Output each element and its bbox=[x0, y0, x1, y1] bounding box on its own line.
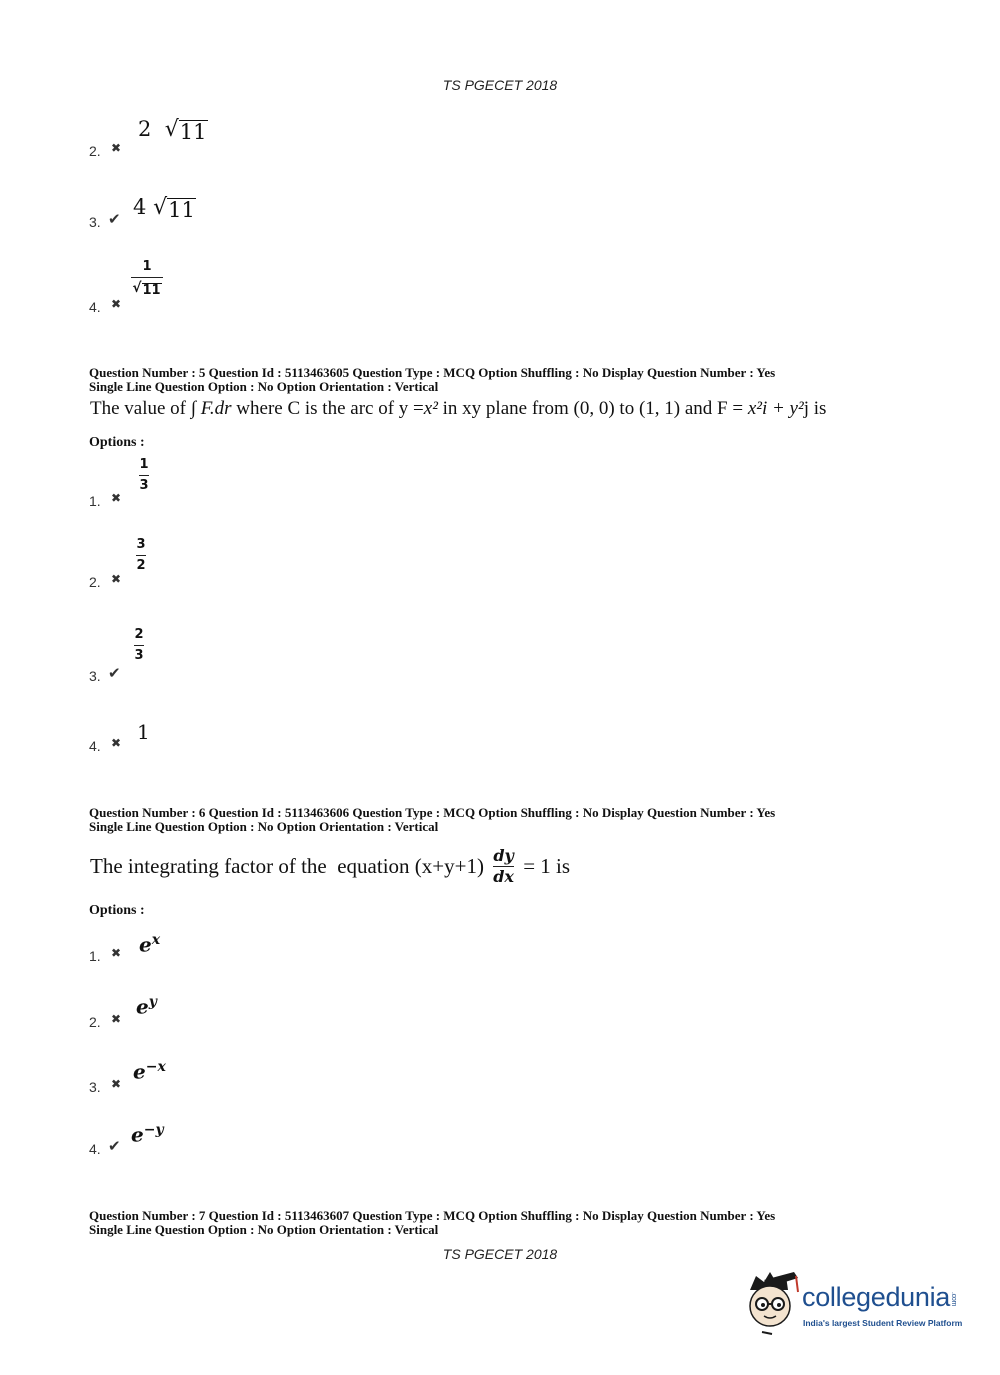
question-7-meta bbox=[89, 1209, 775, 1237]
sqrt: √ 11 bbox=[164, 117, 207, 144]
option-value bbox=[136, 994, 157, 1019]
q-text: where C is the arc of y = bbox=[231, 398, 424, 419]
wrong-icon: ✖ bbox=[111, 1012, 122, 1026]
option-value bbox=[133, 195, 196, 222]
option-value bbox=[139, 932, 160, 957]
mascot-icon bbox=[742, 1268, 802, 1338]
q5-option-2 bbox=[89, 536, 189, 592]
option-value bbox=[133, 1059, 166, 1084]
option-number: 2. bbox=[89, 1014, 101, 1030]
q-math: x² bbox=[423, 398, 438, 419]
radicand: 11 bbox=[142, 282, 161, 298]
question-6-meta bbox=[89, 806, 775, 834]
wrong-icon: ✖ bbox=[111, 1077, 122, 1091]
coefficient: 2 bbox=[138, 117, 152, 141]
wrong-icon: ✖ bbox=[111, 946, 122, 960]
q-math: F.dr bbox=[200, 398, 232, 419]
wrong-icon: ✖ bbox=[111, 736, 122, 750]
logo-wordmark bbox=[802, 1282, 957, 1313]
base: e bbox=[139, 932, 152, 957]
wrong-icon: ✖ bbox=[111, 572, 122, 586]
correct-icon: ✔ bbox=[108, 1137, 121, 1155]
prev-option-4 bbox=[89, 260, 289, 318]
q-text: The integrating factor of the equation (x+y+1) bbox=[90, 853, 490, 878]
meta-line-1: Question Number : 5 Question Id : 5113463605 Question Type : MCQ Option Shuffling : No Display Question Number : Yes bbox=[89, 365, 776, 380]
wrong-icon: ✖ bbox=[111, 141, 122, 155]
options-label: Options : bbox=[89, 903, 145, 918]
wrong-icon: ✖ bbox=[111, 297, 122, 311]
meta-line-2: Single Line Question Option : No Option Orientation : Vertical bbox=[89, 379, 439, 394]
wrong-icon: ✖ bbox=[111, 491, 122, 505]
option-number: 4. bbox=[89, 738, 101, 754]
numerator: 1 bbox=[142, 259, 152, 274]
option-number: 2. bbox=[89, 574, 101, 590]
meta-line-1: Question Number : 7 Question Id : 5113463607 Question Type : MCQ Option Shuffling : No Display Question Number : Yes bbox=[89, 1208, 776, 1223]
option-number: 3. bbox=[89, 1079, 101, 1095]
base: e bbox=[133, 1059, 146, 1084]
option-value bbox=[131, 1122, 164, 1147]
denominator: 2 bbox=[136, 558, 146, 573]
fraction bbox=[136, 538, 146, 573]
q-text: = 1 is bbox=[517, 853, 571, 878]
base: e bbox=[136, 994, 149, 1019]
fraction bbox=[131, 260, 163, 298]
q-math: x²i + y² bbox=[747, 398, 804, 419]
option-number: 4. bbox=[89, 1141, 101, 1157]
q6-option-2 bbox=[89, 992, 209, 1032]
radicand: 11 bbox=[179, 119, 207, 144]
q6-option-4 bbox=[89, 1122, 209, 1162]
question-5-text bbox=[90, 398, 826, 420]
base: e bbox=[131, 1122, 144, 1147]
exponent: −x bbox=[145, 1059, 166, 1075]
q6-option-3 bbox=[89, 1055, 209, 1095]
sqrt: √ 11 bbox=[132, 280, 161, 298]
q-text: in xy plane from (0, 0) to (1, 1) and F = bbox=[437, 398, 748, 419]
options-label: Options : bbox=[89, 435, 145, 450]
integral-sign: ∫ bbox=[190, 398, 196, 419]
derivative-fraction bbox=[493, 845, 514, 886]
meta-line-2: Single Line Question Option : No Option Orientation : Vertical bbox=[89, 1222, 439, 1237]
option-number: 1. bbox=[89, 493, 101, 509]
q5-option-4 bbox=[89, 720, 189, 760]
exponent: x bbox=[151, 932, 161, 948]
numerator: dy bbox=[493, 845, 514, 865]
logo-suffix: .com bbox=[950, 1291, 958, 1306]
correct-icon: ✔ bbox=[108, 210, 121, 228]
q5-option-3 bbox=[89, 626, 189, 686]
page-header: TS PGECET 2018 bbox=[442, 77, 558, 93]
logo-name: collegedunia bbox=[802, 1282, 951, 1312]
option-value bbox=[138, 117, 208, 144]
q-text: The value of bbox=[90, 398, 191, 419]
collegedunia-logo bbox=[742, 1268, 972, 1338]
denominator: 3 bbox=[134, 648, 144, 663]
numerator: 1 bbox=[139, 457, 149, 472]
option-number: 3. bbox=[89, 668, 101, 684]
prev-option-3 bbox=[89, 195, 289, 235]
denominator: 3 bbox=[139, 478, 149, 493]
exponent: y bbox=[148, 994, 157, 1010]
radicand: 11 bbox=[168, 197, 195, 222]
option-number: 2. bbox=[89, 143, 101, 159]
option-number: 3. bbox=[89, 214, 101, 230]
prev-option-2 bbox=[89, 117, 289, 162]
option-value: 1 bbox=[137, 720, 150, 744]
logo-tagline: India's largest Student Review Platform bbox=[803, 1318, 963, 1328]
numerator: 3 bbox=[136, 537, 146, 552]
meta-line-1: Question Number : 6 Question Id : 5113463606 Question Type : MCQ Option Shuffling : No Display Question Number : Yes bbox=[89, 805, 776, 820]
q5-option-1 bbox=[89, 456, 189, 512]
option-number: 4. bbox=[89, 299, 101, 315]
fraction bbox=[134, 628, 144, 663]
page-footer: TS PGECET 2018 bbox=[442, 1246, 558, 1262]
coefficient: 4 bbox=[133, 195, 147, 219]
exponent: −y bbox=[143, 1122, 164, 1138]
fraction bbox=[139, 458, 149, 493]
correct-icon: ✔ bbox=[108, 664, 121, 682]
q6-option-1 bbox=[89, 930, 209, 966]
sqrt: √ 11 bbox=[153, 195, 195, 222]
option-number: 1. bbox=[89, 948, 101, 964]
question-6-text bbox=[90, 842, 570, 890]
meta-line-2: Single Line Question Option : No Option Orientation : Vertical bbox=[89, 819, 439, 834]
q-text: j is bbox=[803, 398, 827, 419]
denominator: dx bbox=[493, 866, 514, 886]
numerator: 2 bbox=[134, 627, 144, 642]
question-5-meta bbox=[89, 366, 775, 394]
